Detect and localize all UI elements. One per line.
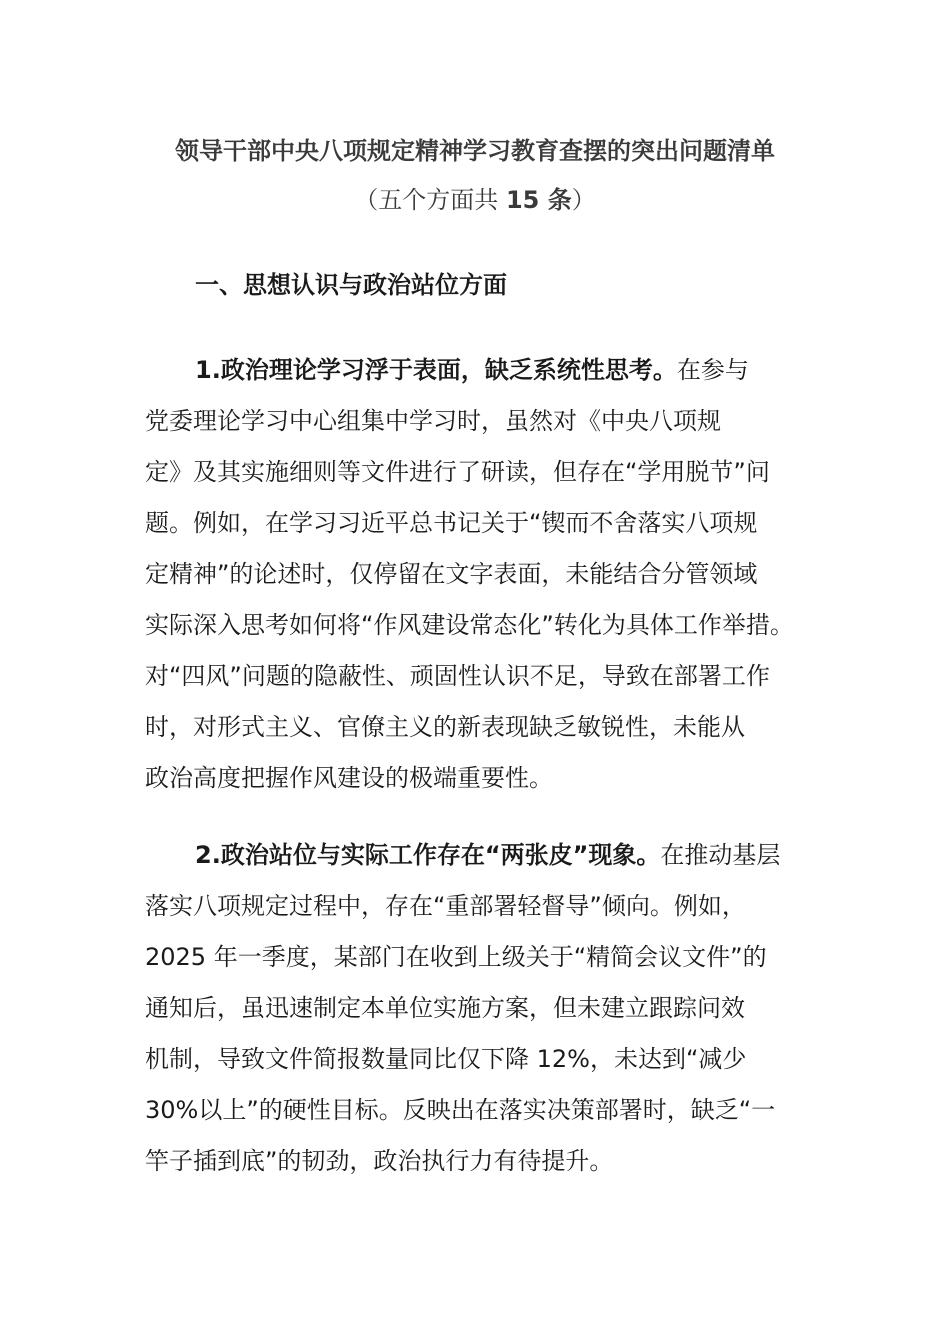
paragraph-line: 定精神”的论述时，仅停留在文字表面，未能结合分管领域 [145, 560, 758, 588]
paragraph-line: 通知后，虽迅速制定本单位实施方案，但未建立跟踪问效 [145, 994, 745, 1022]
paragraph-line: 党委理论学习中心组集中学习时，虽然对《中央八项规 [145, 407, 721, 435]
paragraph-line: 落实八项规定过程中，存在“重部署轻督导”倾向。例如， [145, 892, 746, 920]
issue-item-1 [145, 345, 825, 804]
section-heading: 一、思想认识与政治站位方面 [195, 271, 507, 299]
paragraph-text: 在参与 [676, 356, 749, 384]
paragraph-line: 30%以上”的硬性目标。反映出在落实决策部署时，缺乏“一 [145, 1096, 776, 1124]
subtitle-open: （五个方面共 [354, 186, 506, 214]
paragraph-line: 机制，导致文件简报数量同比仅下降 12%，未达到“减少 [145, 1045, 747, 1073]
paragraph-line: 实际深入思考如何将“作风建设常态化”转化为具体工作举措。 [145, 611, 794, 639]
paragraph-text: 在推动基层 [660, 841, 781, 869]
paragraph-line: 时，对形式主义、官僚主义的新表现缺乏敏锐性，未能从 [145, 713, 745, 741]
subtitle-count: 15 条 [505, 186, 572, 214]
paragraph-line: 竿子插到底”的韧劲，政治执行力有待提升。 [145, 1147, 614, 1175]
paragraph-line [145, 830, 825, 881]
paragraph-line: 定》及其实施细则等文件进行了研读，但存在“学用脱节”问 [145, 458, 770, 486]
paragraph-line: 对“四风”问题的隐蔽性、顽固性认识不足，导致在部署工作 [145, 662, 770, 690]
issue-item-2 [145, 830, 825, 1187]
issue-lead-2: 2.政治站位与实际工作存在“两张皮”现象。 [195, 841, 661, 869]
document-title: 领导干部中央八项规定精神学习教育查摆的突出问题清单 [175, 137, 775, 165]
issue-lead-1: 1.政治理论学习浮于表面，缺乏系统性思考。 [195, 356, 677, 384]
document-subtitle [0, 182, 950, 218]
subtitle-close: ） [571, 186, 596, 214]
paragraph-line: 题。例如，在学习习近平总书记关于“锲而不舍落实八项规 [145, 509, 758, 537]
paragraph-line: 2025 年一季度，某部门在收到上级关于“精简会议文件”的 [145, 943, 767, 971]
paragraph-line: 政治高度把握作风建设的极端重要性。 [145, 764, 553, 792]
paragraph-line [145, 345, 825, 396]
